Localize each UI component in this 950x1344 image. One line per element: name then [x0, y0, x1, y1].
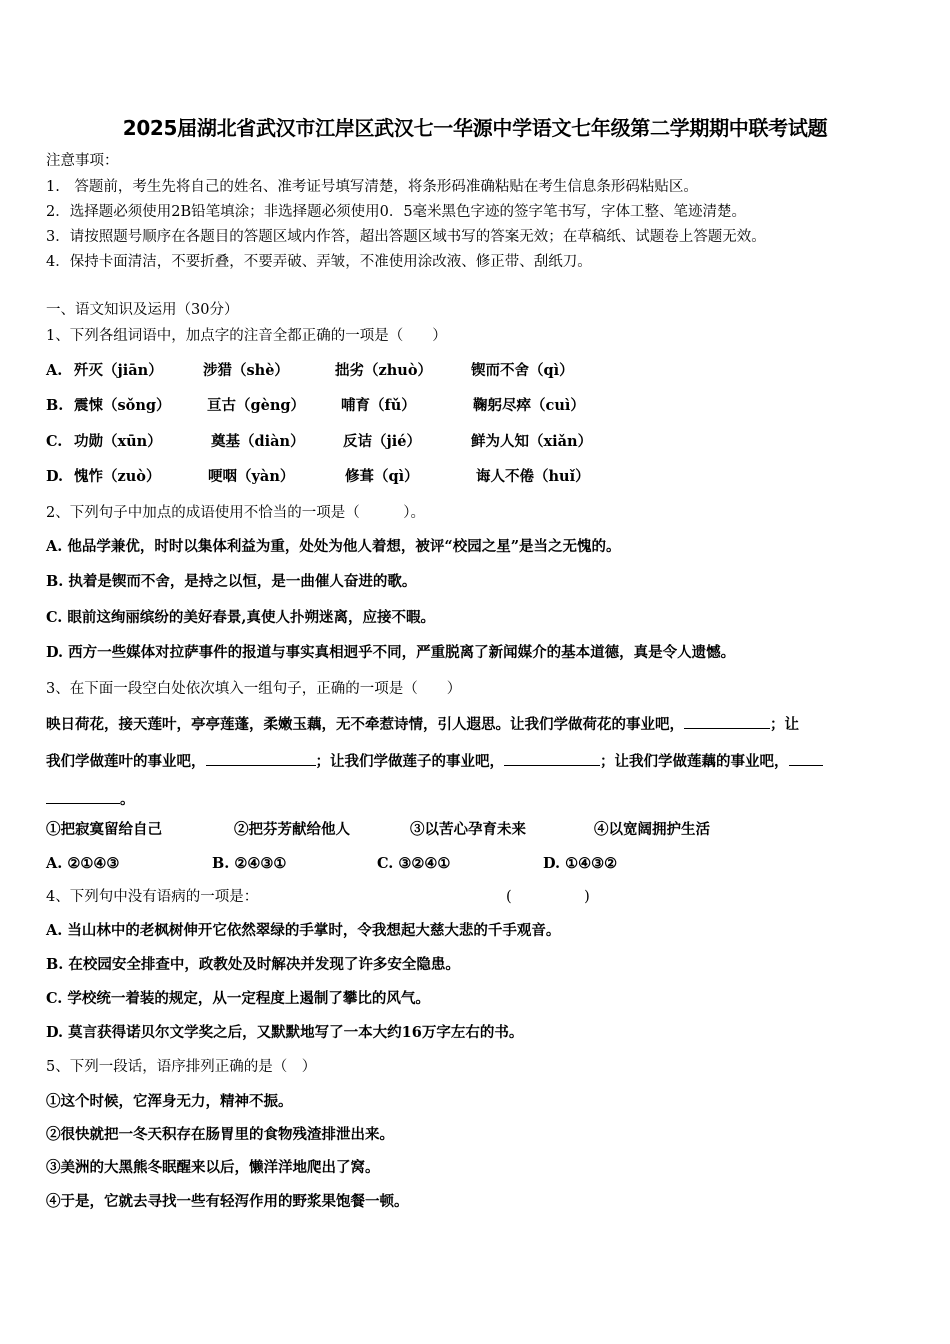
fill-blank[interactable] [684, 713, 770, 729]
option-label: C. [46, 609, 63, 626]
option-word: 诲人不倦（huǐ） [476, 468, 590, 485]
option-text: ③②④① [398, 855, 451, 872]
notice-heading: 注意事项： [46, 153, 119, 169]
option-word: 哽咽（yàn） [208, 468, 295, 485]
option-word: 锲而不舍（qì） [471, 362, 574, 379]
sentence-item: ①把寂寞留给自己 [46, 821, 162, 838]
question-5-stem: 5、下列一段话，语序排列正确的是（ ） [46, 1059, 317, 1075]
passage-text: ；让我们学做莲子的事业吧， [315, 753, 504, 770]
passage-text: ；让我们学做莲藕的事业吧， [600, 753, 789, 770]
option-text: ②①④③ [67, 855, 120, 872]
option-text: 莫言获得诺贝尔文学奖之后，又默默地写了一本大约16万字左右的书。 [68, 1024, 524, 1041]
passage-text: 。 [120, 791, 135, 808]
option-word: 功勋（xūn） [74, 433, 162, 450]
option-word: 奠基（diàn） [211, 433, 305, 450]
option-label: A. [46, 362, 63, 379]
passage-text: ；让 [770, 716, 799, 733]
section-heading: 一、语文知识及运用（30分） [46, 302, 239, 318]
question-2-stem: 2、下列句子中加点的成语使用不恰当的一项是（ ）。 [46, 505, 425, 521]
sentence-item: ③以苦心孕育未来 [410, 821, 526, 838]
option-line [46, 955, 460, 975]
answer-parentheses: ( ) [506, 889, 590, 905]
option-label: D. [46, 468, 64, 485]
list-item: ④于是，它就去寻找一些有轻泻作用的野浆果饱餐一顿。 [46, 1193, 409, 1210]
option-label: D. [46, 644, 64, 661]
option-label: D. [543, 855, 561, 872]
notice-item: 1. 答题前，考生先将自己的姓名、准考证号填写清楚，将条形码准确粘贴在考生信息条形码粘贴区。 [46, 179, 698, 195]
passage-text: 映日荷花，接天莲叶，亭亭莲蓬，柔嫩玉藕，无不牵惹诗情，引人遐思。让我们学做荷花的事业吧， [46, 716, 684, 733]
option-text: ②④③① [234, 855, 287, 872]
option-text: 执着是锲而不舍，是持之以恒，是一曲催人奋进的歌。 [68, 573, 417, 590]
option-label: C. [46, 990, 63, 1007]
choice-option [46, 854, 119, 874]
option-label: A. [46, 922, 63, 939]
option-label: B. [46, 397, 64, 414]
option-text: 学校统一着装的规定，从一定程度上遏制了攀比的风气。 [67, 990, 430, 1007]
option-label: C. [46, 433, 63, 450]
fill-blank[interactable] [504, 750, 600, 766]
option-line [46, 608, 435, 628]
fill-blank[interactable] [789, 750, 823, 766]
option-label: B. [46, 573, 64, 590]
option-word: 歼灭（jiān） [74, 362, 163, 379]
question-3-stem: 3、在下面一段空白处依次填入一组句子，正确的一项是（ ） [46, 681, 462, 697]
option-line [46, 572, 416, 592]
option-line [46, 643, 735, 663]
option-label: D. [46, 1024, 64, 1041]
option-label: B. [212, 855, 230, 872]
list-item: ③美洲的大黑熊冬眠醒来以后，懒洋洋地爬出了窝。 [46, 1159, 380, 1176]
option-word: 拙劣（zhuò） [335, 362, 432, 379]
option-word: 愧怍（zuò） [74, 468, 161, 485]
option-text: ①④③② [565, 855, 618, 872]
option-line [46, 989, 430, 1009]
option-label: A. [46, 538, 63, 555]
option-line [46, 1023, 523, 1043]
sentence-item: ④以宽阔拥护生活 [594, 821, 710, 838]
exam-title: 2025届湖北省武汉市江岸区武汉七一华源中学语文七年级第二学期期中联考试题 [122, 116, 828, 140]
option-text: 当山林中的老枫树伸开它依然翠绿的手掌时，令我想起大慈大悲的千手观音。 [67, 922, 561, 939]
option-label: A. [46, 855, 63, 872]
notice-item: 3．请按照题号顺序在各题目的答题区域内作答，超出答题区域书写的答案无效；在草稿纸、试题卷上答题无效。 [46, 229, 766, 245]
list-item: ②很快就把一冬天积存在肠胃里的食物残渣排泄出来。 [46, 1126, 394, 1143]
option-word: 鲜为人知（xiǎn） [471, 433, 593, 450]
question-1-stem: 1、下列各组词语中，加点字的注音全都正确的一项是（ ） [46, 328, 447, 344]
passage-line [46, 713, 799, 735]
sentence-item: ②把芬芳献给他人 [234, 821, 350, 838]
option-text: 西方一些媒体对拉萨事件的报道与事实真相迥乎不同，严重脱离了新闻媒介的基本道德，真是令人遗憾。 [68, 644, 736, 661]
fill-blank[interactable] [206, 750, 316, 766]
option-word: 震悚（sǒng） [74, 397, 171, 414]
notice-item: 4．保持卡面清洁，不要折叠，不要弄破、弄皱，不准使用涂改液、修正带、刮纸刀。 [46, 254, 592, 270]
passage-line [46, 750, 823, 772]
option-word: 修葺（qì） [345, 468, 419, 485]
option-text: 他品学兼优，时时以集体利益为重，处处为他人着想，被评“校园之星”是当之无愧的。 [67, 538, 621, 555]
option-word: 亘古（gèng） [207, 397, 306, 414]
passage-text: 我们学做莲叶的事业吧， [46, 753, 206, 770]
option-word: 哺育（fǔ） [341, 397, 416, 414]
passage-line [46, 788, 135, 810]
choice-option [212, 854, 286, 874]
option-line [46, 537, 621, 557]
fill-blank[interactable] [46, 788, 120, 804]
question-4-stem: 4、下列句中没有语病的一项是： [46, 889, 259, 905]
option-label: C. [377, 855, 394, 872]
option-text: 眼前这绚丽缤纷的美好春景,真使人扑朔迷离，应接不暇。 [67, 609, 435, 626]
notice-item: 2．选择题必须使用2B铅笔填涂；非选择题必须使用0．5毫米黑色字迹的签字笔书写，字体工整、笔迹清楚。 [46, 204, 747, 220]
option-word: 鞠躬尽瘁（cuì） [473, 397, 585, 414]
option-word: 涉猎（shè） [203, 362, 289, 379]
option-text: 在校园安全排查中，政教处及时解决并发现了许多安全隐患。 [68, 956, 460, 973]
list-item: ①这个时候，它浑身无力，精神不振。 [46, 1093, 293, 1110]
option-word: 反诘（jié） [343, 433, 421, 450]
choice-option [543, 854, 617, 874]
option-line [46, 921, 560, 941]
choice-option [377, 854, 450, 874]
option-label: B. [46, 956, 64, 973]
